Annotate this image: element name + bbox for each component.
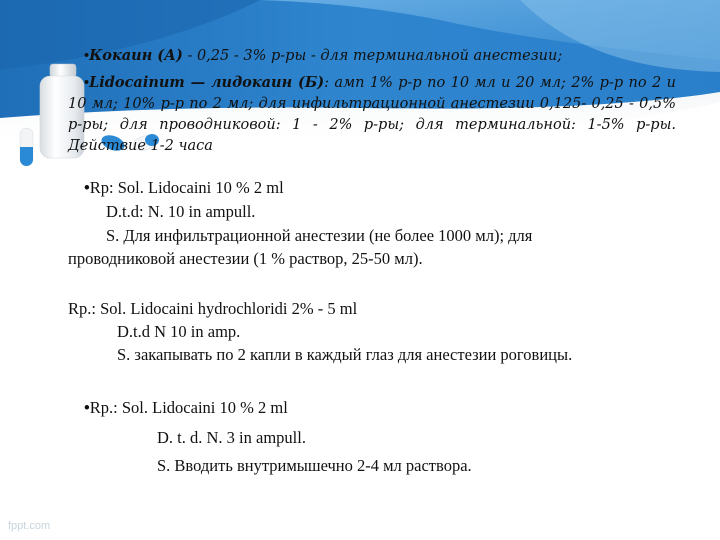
recipe-1-signa-line2: проводниковой анестезии (1 % раствор, 25-50 мл). bbox=[68, 249, 423, 268]
recipe-2-signa: S. закапывать по 2 капли в каждый глаз для анестезии роговицы. bbox=[117, 345, 573, 364]
cocaine-description: - 0,25 - 3% р-ры - для терминальной анестезии; bbox=[182, 48, 563, 64]
lidocaine-description: : амп 1% р-р по 10 мл и 20 мл; 2% р-р по 2 и 10 мл; 10% р-р по 2 мл; для инфильтрационной анестезии 0,125- 0,25 - 0,5% р-ры; для проводниковой: 1 - 2% р-ры; для терминальной: 1-5% р-ры. Действие 1-2 часа bbox=[68, 75, 676, 154]
recipe-1-rp bbox=[84, 178, 284, 198]
recipe-3-rp-text: Rp.: Sol. Lidocaini 10 % 2 ml bbox=[89, 398, 288, 417]
drug-name-cocaine: Кокаин (А) bbox=[89, 47, 183, 64]
bullet: • bbox=[84, 75, 90, 91]
bullet: • bbox=[84, 399, 90, 417]
bullet: • bbox=[84, 179, 90, 197]
recipe-2-rp: Rp.: Sol. Lidocaini hydrochloridi 2% - 5 ml bbox=[68, 299, 358, 318]
recipe-3-signa: S. Вводить внутримышечно 2-4 мл раствора. bbox=[157, 456, 472, 475]
recipe-1-signa-line1: S. Для инфильтрационной анестезии (не более 1000 мл); для bbox=[106, 226, 533, 245]
drug-name-lidocaine: Lidocainum — лидокаин (Б) bbox=[89, 74, 325, 91]
recipe-2-dtd: D.t.d N 10 in amp. bbox=[117, 322, 241, 341]
recipe-3-dtd: D. t. d. N. 3 in ampull. bbox=[157, 428, 306, 447]
recipe-1-dtd: D.t.d: N. 10 in ampull. bbox=[106, 202, 256, 221]
recipe-1-rp-text: Rp: Sol. Lidocaini 10 % 2 ml bbox=[89, 178, 284, 197]
list-item-cocaine bbox=[84, 45, 562, 67]
bullet: • bbox=[84, 48, 90, 64]
list-item-lidocaine bbox=[68, 72, 676, 157]
footer-watermark: fppt.com bbox=[8, 520, 51, 532]
recipe-3-rp bbox=[84, 398, 288, 418]
